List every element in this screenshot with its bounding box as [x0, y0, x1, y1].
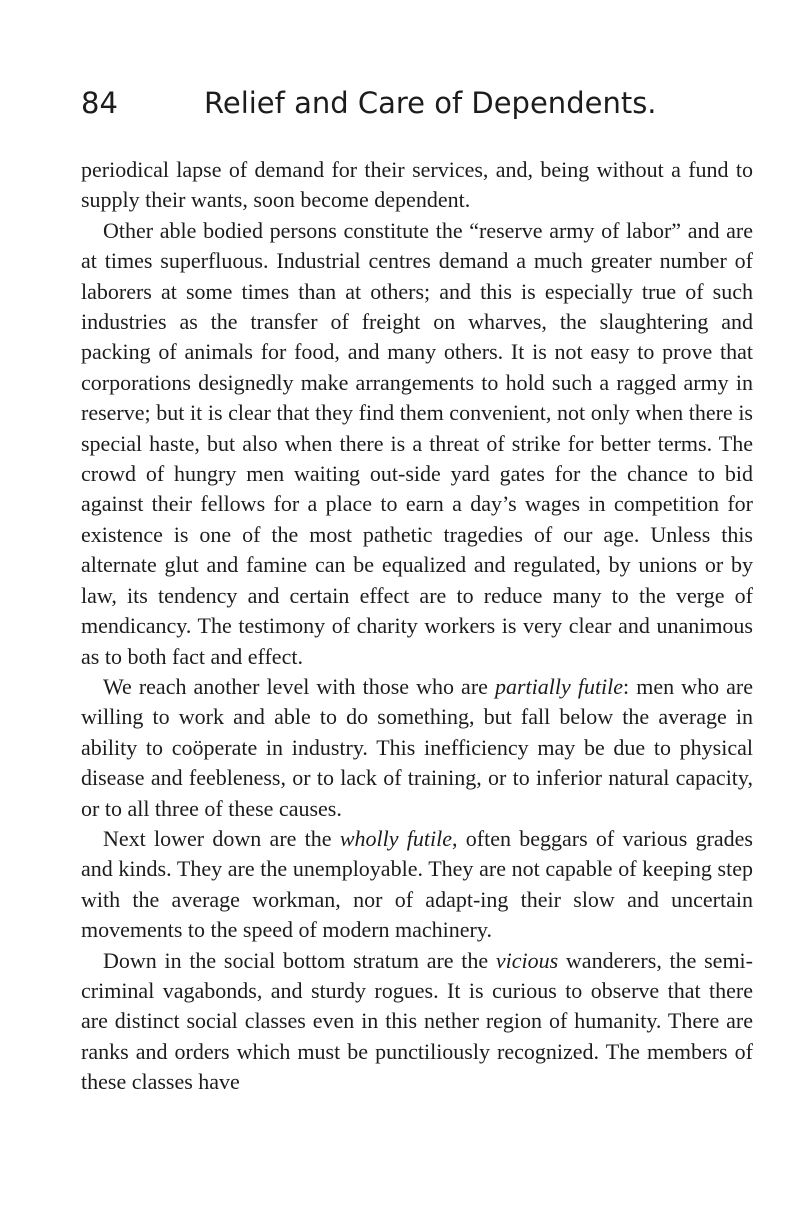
paragraph-vicious	[81, 946, 753, 1098]
paragraph-text-after: : men who are willing to work and able to do something, but fall below the average in ability to coöperate in industry. This inefficiency may be due to physical disease and feebleness, or to lack of training, or to inferior natural capacity, or to all three of these causes.	[81, 673, 753, 821]
paragraph-continuation	[81, 155, 753, 216]
paragraph-text-before: We reach another level with those who are	[103, 673, 495, 699]
paragraph-wholly-futile	[81, 824, 753, 946]
body-text	[81, 155, 753, 1098]
emphasis-partially-futile: partially futile	[494, 673, 624, 699]
paragraph-text: periodical lapse of demand for their services, and, being without a fund to supply their wants, soon become dependent.	[81, 157, 753, 213]
paragraph-text: Other able bodied persons constitute the “reserve army of labor” and are at times superfluous. Industrial centres demand a much greater number of laborers at some times than at others; and this is especially true of such industries as the transfer of freight on wharves, the slaughtering and packing of animals for food, and many others. It is not easy to prove that corporations designedly make arrangements to hold such a ragged army in reserve; but it is clear that they find them convenient, not only when there is special haste, but also when there is a threat of strike for better terms. The crowd of hungry men waiting out-side yard gates for the chance to bid against their fellows for a place to earn a day’s wages in competition for existence is one of the most pathetic tragedies of our age. Unless this alternate glut and famine can be equalized and regulated, by unions or by law, its tendency and certain effect are to reduce many to the verge of mendicancy. The testimony of charity workers is very clear and unanimous as to both fact and effect.	[81, 217, 753, 669]
paragraph-text-before: Down in the social bottom stratum are the	[103, 947, 496, 973]
emphasis-wholly-futile: wholly futile	[339, 825, 452, 851]
paragraph-text-after: wanderers, the semi-criminal vagabonds, and sturdy rogues. It is curious to observe that there are distinct social classes even in this nether region of humanity. There are ranks and orders which must be punctiliously recognized. The members of these classes have	[81, 947, 754, 1095]
paragraph-reserve-army	[81, 216, 753, 672]
page-number: 84	[81, 86, 118, 120]
emphasis-vicious: vicious	[495, 947, 559, 973]
page-header	[81, 86, 741, 130]
paragraph-partially-futile	[81, 672, 753, 824]
paragraph-text-after: , often beggars of various grades and kinds. They are the unemployable. They are not capable of keeping step with the average workman, nor of adapt-ing their slow and uncertain movements to the speed of modern machinery.	[81, 825, 753, 943]
paragraph-text-before: Next lower down are the	[103, 825, 340, 851]
running-title: Relief and Care of Dependents.	[204, 86, 657, 120]
